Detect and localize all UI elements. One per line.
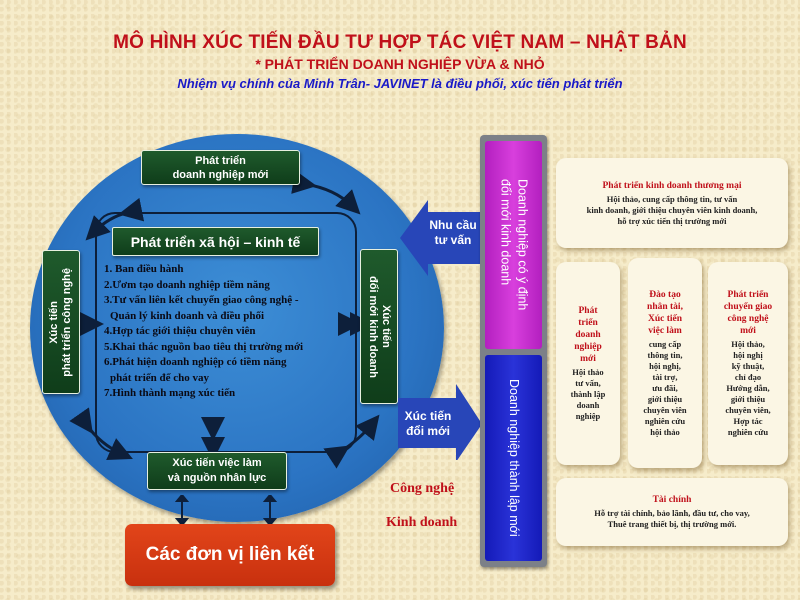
innovating-enterprises-bar: Doanh nghiệp có ý định đổi mới kinh doanh xyxy=(485,141,542,349)
link-arrows xyxy=(160,495,300,525)
list-item: 7.Hình thành mạng xúc tiến xyxy=(104,387,236,399)
new-business-box: Phát triển doanh nghiệp mới xyxy=(141,150,300,185)
list-item: phát triển để cho vay xyxy=(110,371,209,384)
arrow-bottom-left xyxy=(86,424,122,454)
list-item: 4.Hợp tác giới thiệu chuyên viên xyxy=(104,325,256,337)
trade-card: Phát triển kinh doanh thương mại Hội thảo, cung cấp thông tin, tư vấn kinh doanh, giới thiệu chuyên viên kinh doanh, hỗ trợ xúc tiến thị trường mới xyxy=(556,158,788,248)
list-item: Quản lý kinh doanh và điều phối xyxy=(110,309,265,322)
technology-label: Công nghệ xyxy=(390,481,455,496)
finance-card: Tài chính Hỗ trợ tài chính, bảo lãnh, đầu tư, cho vay, Thuê trang thiết bị, thị trường mới. xyxy=(556,478,788,546)
technology-promotion-box: Xúc tiến phát triển công nghệ xyxy=(42,250,80,394)
list-item: 6.Phát hiện doanh nghiệp có tiềm năng xyxy=(104,356,287,368)
task-list xyxy=(104,262,352,402)
new-enterprises-bar: Doanh nghiệp thành lập mới xyxy=(485,355,542,561)
consult-label: Nhu cầu tư vấn xyxy=(429,218,477,247)
list-item: 5.Khai thác nguồn bao tiêu thị trường mới xyxy=(104,340,304,353)
innovation-label: Xúc tiến đổi mới xyxy=(404,409,452,438)
affiliated-units-box: Các đơn vị liên kết xyxy=(125,524,335,586)
list-item: 3.Tư vấn liên kết chuyển giao công nghệ - xyxy=(104,294,299,306)
list-item: 1. Ban điều hành xyxy=(104,263,184,275)
tagline: Nhiệm vụ chính của Minh Trân- JAVINET là điều phối, xúc tiến phát triển xyxy=(177,76,623,91)
arrow-bottom-right xyxy=(340,424,372,452)
page-subtitle: * PHÁT TRIỂN DOANH NGHIỆP VỪA & NHỎ xyxy=(255,56,545,72)
tech-transfer-card: Phát triển chuyển giao công nghệ mới Hội thảo, hội nghị kỹ thuật, chỉ đạo Hướng dẫn, giới thiệu chuyên viên, Hợp tác nghiên cứu xyxy=(708,262,788,465)
business-label: Kinh doanh xyxy=(386,515,458,530)
training-card: Đào tạo nhân tài, Xúc tiến việc làm cung cấp thông tin, hội nghị, tài trợ, ưu đãi, giới thiệu chuyên viên nghiên cứu hội thảo xyxy=(628,258,702,468)
arrow-top-right xyxy=(305,184,352,206)
page-title: MÔ HÌNH XÚC TIẾN ĐẦU TƯ HỢP TÁC VIỆT NAM – NHẬT BẢN xyxy=(113,32,687,53)
new-business-card: Phát triển doanh nghiệp mới Hội thảo tư vấn, thành lập doanh nghiệp xyxy=(556,262,620,465)
list-item: 2.Ươm tạo doanh nghiệp tiềm năng xyxy=(104,278,270,291)
socio-economic-box: Phát triển xã hội – kinh tế xyxy=(112,227,319,256)
employment-box: Xúc tiến việc làm và nguồn nhân lực xyxy=(147,452,287,490)
business-innovation-box: Xúc tiến đổi mới kinh doanh xyxy=(360,249,398,404)
